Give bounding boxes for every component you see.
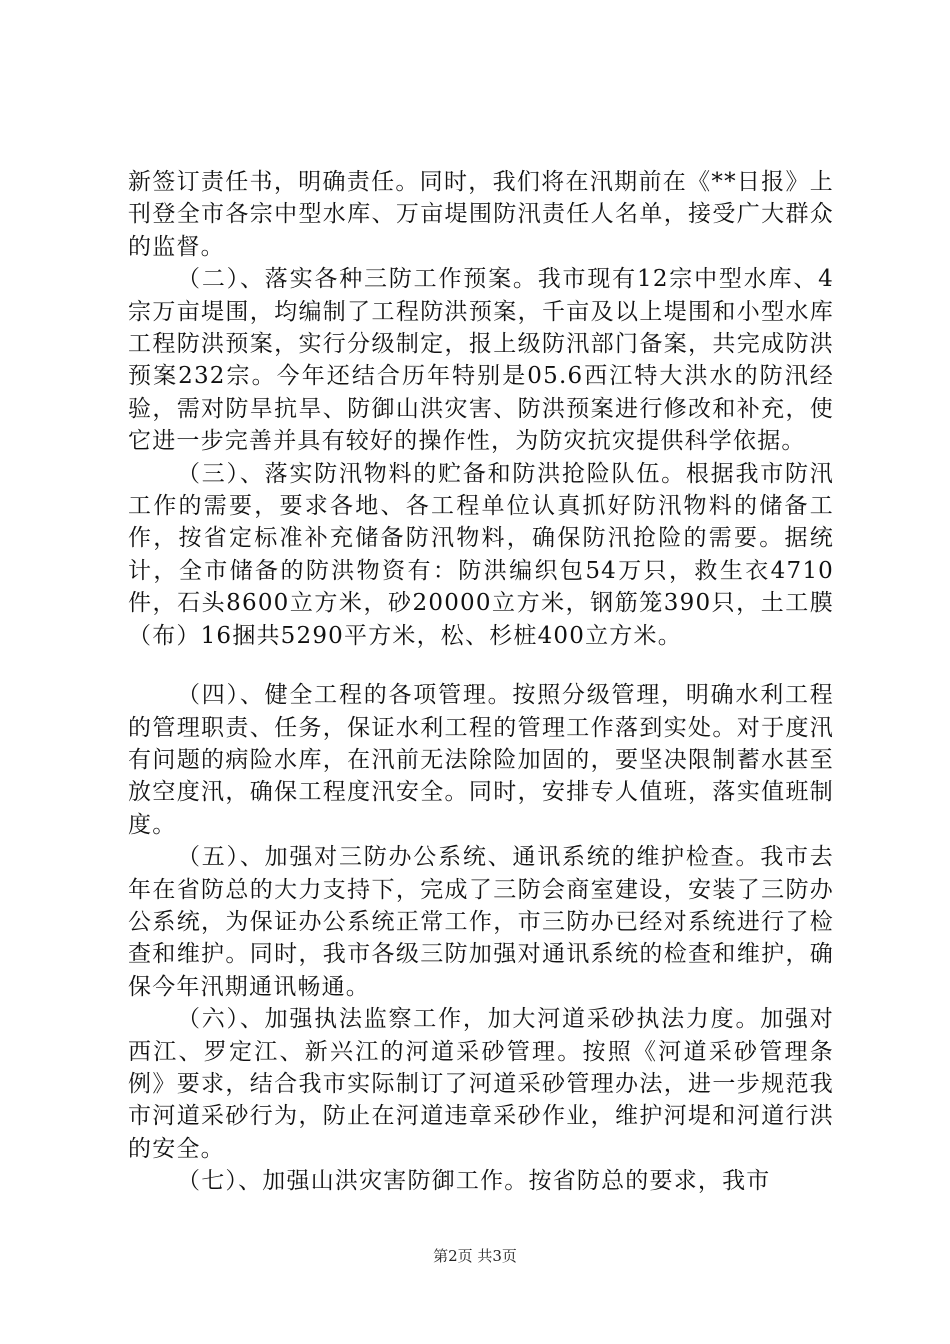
paragraph-section-3: （三）、落实防汛物料的贮备和防洪抢险队伍。根据我市防汛工作的需要，要求各地、各工程单位认真抓好防汛物料的储备工作，按省定标准补充储备防汛物料，确保防汛抢险的需要。据统计，全市储备的防洪物资有：防洪编织包54万只，救生衣4710件，石头8600立方米，砂20000立方米，钢筋笼390只，土工膜（布）16捆共5290平方米，松、杉桩400立方米。	[128, 460, 834, 649]
paragraph-section-5: （五）、加强对三防办公系统、通讯系统的维护检查。我市去年在省防总的大力支持下，完成了三防会商室建设，安装了三防办公系统，为保证办公系统正常工作，市三防办已经对系统进行了检查和维护。同时，我市各级三防加强对通讯系统的检查和维护，确保今年汛期通讯畅通。	[128, 844, 834, 1000]
document-body	[128, 166, 834, 1198]
paragraph-section-2: （二）、落实各种三防工作预案。我市现有12宗中型水库、4宗万亩堤围，均编制了工程防洪预案，千亩及以上堤围和小型水库工程防洪预案，实行分级制定，报上级防汛部门备案，共完成防洪预案232宗。今年还结合历年特别是05.6西江特大洪水的防汛经验，需对防旱抗旱、防御山洪灾害、防洪预案进行修改和补充，使它进一步完善并具有较好的操作性，为防灾抗灾提供科学依据。	[128, 266, 834, 455]
paragraph-section-7: （七）、加强山洪灾害防御工作。按省防总的要求，我市	[177, 1168, 771, 1195]
paragraph-section-4: （四）、健全工程的各项管理。按照分级管理，明确水利工程的管理职责、任务，保证水利工程的管理工作落到实处。对于度汛有问题的病险水库，在汛前无法除险加固的，要坚决限制蓄水甚至放空度汛，确保工程度汛安全。同时，安排专人值班，落实值班制度。	[128, 682, 834, 838]
paragraph-section-6: （六）、加强执法监察工作，加大河道采砂执法力度。加强对西江、罗定江、新兴江的河道采砂管理。按照《河道采砂管理条例》要求，结合我市实际制订了河道采砂管理办法，进一步规范我市河道采砂行为，防止在河道违章采砂作业，维护河堤和河道行洪的安全。	[128, 1006, 834, 1162]
paragraph-continuation: 新签订责任书，明确责任。同时，我们将在汛期前在《**日报》上刊登全市各宗中型水库、万亩堤围防汛责任人名单，接受广大群众的监督。	[128, 169, 834, 260]
page-number-footer: 第2页 共3页	[433, 1247, 517, 1265]
